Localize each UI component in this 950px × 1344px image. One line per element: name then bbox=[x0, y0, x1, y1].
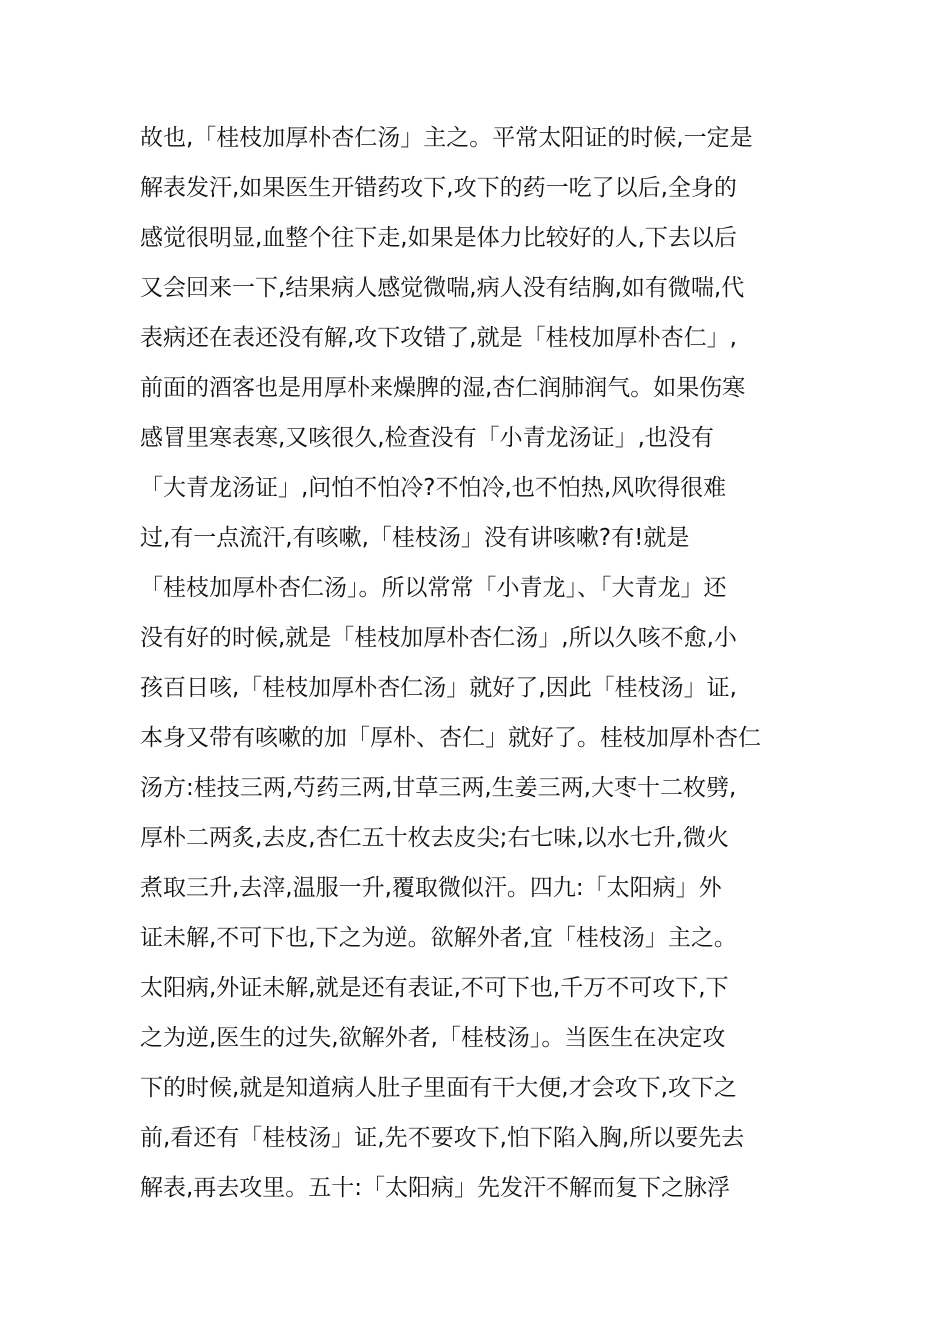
text-line: 解表发汗,如果医生开错药攻下,攻下的药一吃了以后,全身的 bbox=[140, 175, 737, 201]
text-line: 证未解,不可下也,下之为逆。欲解外者,宜「桂枝汤」主之。 bbox=[140, 925, 737, 951]
text-line: 孩百日咳,「桂枝加厚朴杏仁汤」就好了,因此「桂枝汤」证, bbox=[140, 675, 737, 701]
text-line: 故也,「桂枝加厚朴杏仁汤」主之。平常太阳证的时候,一定是 bbox=[140, 125, 753, 151]
text-line: 之为逆,医生的过失,欲解外者,「桂枝汤」。当医生在决定攻 bbox=[140, 1025, 726, 1051]
body-text bbox=[140, 113, 820, 1213]
text-line: 过,有一点流汗,有咳嗽,「桂枝汤」没有讲咳嗽?有!就是 bbox=[140, 525, 690, 551]
text-line: 前,看还有「桂枝汤」证,先不要攻下,怕下陷入胸,所以要先去 bbox=[140, 1125, 745, 1151]
text-line: 又会回来一下,结果病人感觉微喘,病人没有结胸,如有微喘,代 bbox=[140, 275, 745, 301]
text-line: 「桂枝加厚朴杏仁汤」。所以常常「小青龙」、「大青龙」还 bbox=[140, 575, 727, 601]
text-line: 汤方:桂技三两,芍药三两,甘草三两,生姜三两,大枣十二枚劈, bbox=[140, 775, 737, 801]
text-line: 感觉很明显,血整个往下走,如果是体力比较好的人,下去以后 bbox=[140, 225, 737, 251]
text-line: 太阳病,外证未解,就是还有表证,不可下也,千万不可攻下,下 bbox=[140, 975, 729, 1001]
text-line: 「大青龙汤证」,问怕不怕冷?不怕冷,也不怕热,风吹得很难 bbox=[140, 475, 727, 501]
text-line: 解表,再去攻里。五十:「太阳病」先发汗不解而复下之脉浮 bbox=[140, 1175, 731, 1201]
text-line: 感冒里寒表寒,又咳很久,检查没有「小青龙汤证」,也没有 bbox=[140, 425, 714, 451]
text-line: 没有好的时候,就是「桂枝加厚朴杏仁汤」,所以久咳不愈,小 bbox=[140, 625, 737, 651]
text-line: 前面的酒客也是用厚朴来燥脾的湿,杏仁润肺润气。如果伤寒 bbox=[140, 375, 746, 401]
text-line: 表病还在表还没有解,攻下攻错了,就是「桂枝加厚朴杏仁」, bbox=[140, 325, 737, 351]
text-line: 下的时候,就是知道病人肚子里面有干大便,才会攻下,攻下之 bbox=[140, 1075, 737, 1101]
text-line: 厚朴二两炙,去皮,杏仁五十枚去皮尖;右七味,以水七升,微火 bbox=[140, 825, 729, 851]
text-line: 煮取三升,去滓,温服一升,覆取微似汗。四九:「太阳病」外 bbox=[140, 875, 722, 901]
text-line: 本身又带有咳嗽的加「厚朴、杏仁」就好了。桂枝加厚朴杏仁 bbox=[140, 725, 761, 751]
